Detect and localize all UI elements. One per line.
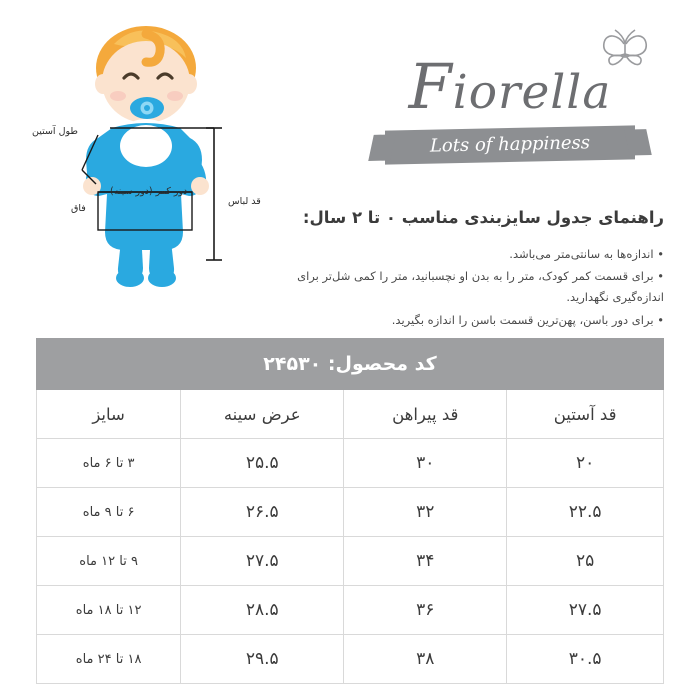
header-section	[0, 0, 700, 330]
column-header-length: قد پیراهن	[344, 390, 507, 439]
cell-size: ۱۸ تا ۲۴ ماه	[37, 635, 181, 684]
column-header-sleeve: قد آستین	[507, 390, 664, 439]
brand-logo	[360, 24, 660, 174]
table-row	[37, 439, 664, 488]
size-guide	[264, 206, 664, 332]
cell-chest: ۲۷.۵	[181, 537, 344, 586]
cell-size: ۹ تا ۱۲ ماه	[37, 537, 181, 586]
cell-sleeve: ۲۲.۵	[507, 488, 664, 537]
cell-size: ۱۲ تا ۱۸ ماه	[37, 586, 181, 635]
brand-tagline: Lots of happiness	[429, 132, 591, 157]
table-header-row	[37, 390, 664, 439]
cell-sleeve: ۲۰	[507, 439, 664, 488]
cell-size: ۶ تا ۹ ماه	[37, 488, 181, 537]
brand-name-rest: iorella	[452, 65, 612, 120]
size-guide-item: • اندازه‌ها به سانتی‌متر می‌باشد.	[509, 246, 664, 261]
size-table	[36, 338, 664, 684]
cell-sleeve: ۲۷.۵	[507, 586, 664, 635]
size-guide-title: راهنمای جدول سایزبندی مناسب ۰ تا ۲ سال:	[302, 208, 664, 227]
cell-length: ۳۴	[344, 537, 507, 586]
product-code-row	[37, 339, 664, 390]
cell-length: ۳۲	[344, 488, 507, 537]
cell-length: ۳۶	[344, 586, 507, 635]
brand-name-initial: F	[408, 50, 453, 123]
cell-size: ۳ تا ۶ ماه	[37, 439, 181, 488]
cell-chest: ۲۵.۵	[181, 439, 344, 488]
brand-ribbon	[385, 125, 635, 164]
cell-chest: ۲۹.۵	[181, 635, 344, 684]
product-code: کد محصول: ۲۴۵۳۰	[37, 339, 664, 390]
cell-sleeve: ۳۰.۵	[507, 635, 664, 684]
size-guide-item: • برای قسمت کمر کودک، متر را به بدن او نچسبانید، متر را کمی شل‌تر برای اندازه‌گیری نگهدارید.	[297, 269, 664, 305]
table-row	[37, 635, 664, 684]
label-sleeve-length: طول آستین	[32, 126, 78, 137]
table-row	[37, 537, 664, 586]
table-row	[37, 488, 664, 537]
column-header-size: سایز	[37, 390, 181, 439]
cell-sleeve: ۲۵	[507, 537, 664, 586]
label-dress-length: قد لباس	[228, 196, 261, 207]
cell-length: ۳۸	[344, 635, 507, 684]
label-crotch: فاق	[71, 203, 86, 214]
baby-illustration	[18, 10, 278, 300]
cell-chest: ۲۸.۵	[181, 586, 344, 635]
column-header-chest: عرض سینه	[181, 390, 344, 439]
cell-chest: ۲۶.۵	[181, 488, 344, 537]
label-chest-waist: دور کمر (دور سینه)	[110, 186, 188, 197]
baby-figure-svg	[18, 10, 278, 300]
cell-length: ۳۰	[344, 439, 507, 488]
butterfly-icon	[596, 24, 654, 72]
size-guide-item: • برای دور باسن، پهن‌ترین قسمت باسن را اندازه بگیرید.	[391, 312, 664, 327]
table-row	[37, 586, 664, 635]
